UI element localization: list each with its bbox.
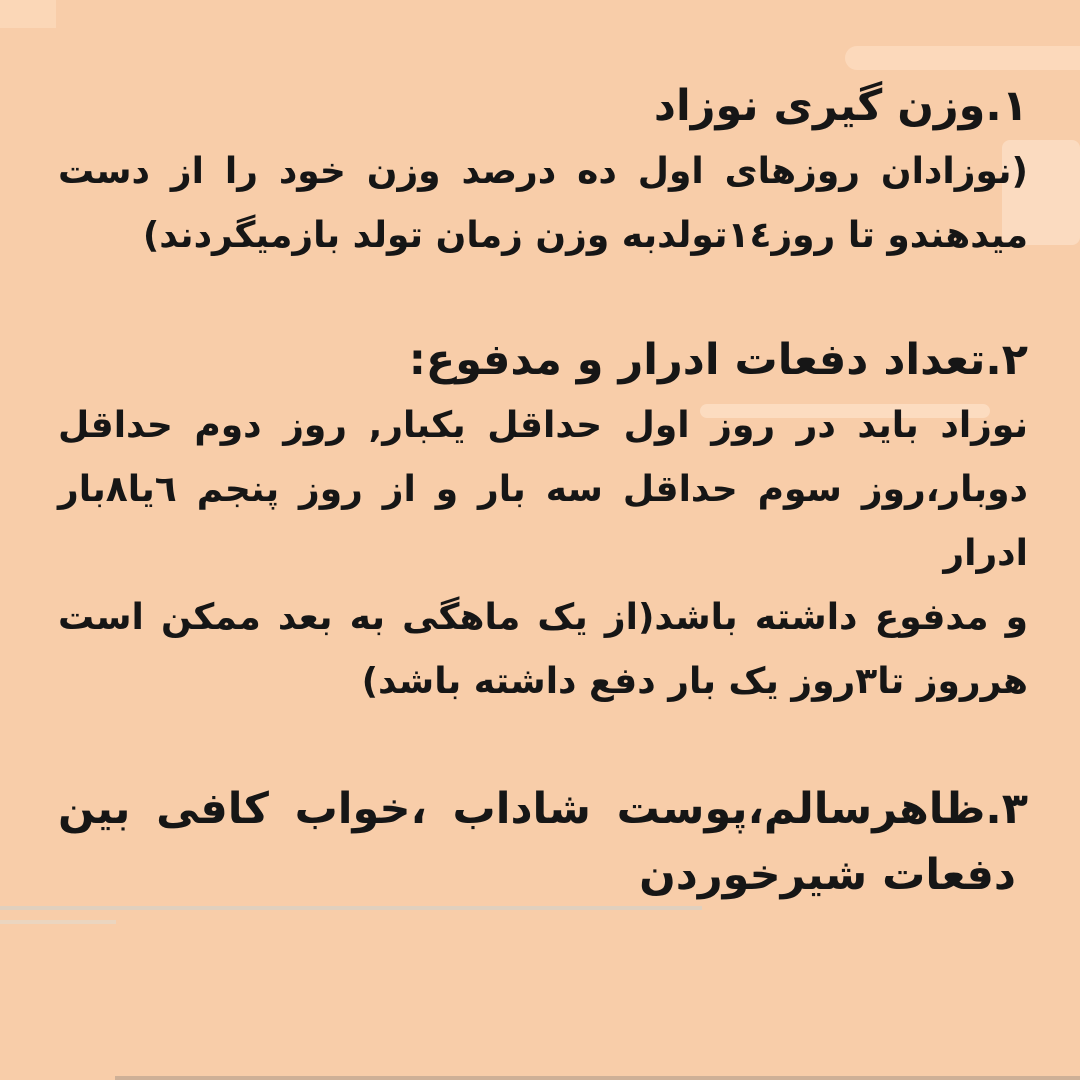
section-2-body-line: هرروز تا۳روز یک بار دفع داشته باشد) [361, 661, 1028, 702]
section-1-body-line: (نوزادان روزهای اول ده درصد وزن خود را از دست [58, 151, 1028, 192]
bottom-edge-line [115, 1076, 1080, 1080]
section-2-body-line: نوزاد باید در روز اول حداقل یکبار, روز دوم حداقل [58, 405, 1028, 446]
section-1-body-line: میدهندو تا روز۱٤تولدبه وزن زمان تولد بازمیگردند) [142, 215, 1028, 256]
section-1-title: ۱.وزن گیری نوزاد [653, 81, 1028, 131]
section-3-title-line: ۳.ظاهرسالم،پوست شاداب ،خواب کافی بین [58, 784, 1028, 834]
section-3-title-line: دفعات شیرخوردن [639, 850, 1016, 900]
section-2-title: ۲.تعداد دفعات ادرار و مدفوع: [408, 335, 1028, 385]
section-2-body-line: دوبار،روز سوم حداقل سه بار و از روز پنجم ٦یا٨بار ادرار [58, 469, 1028, 574]
section-2-body-line: و مدفوع داشته باشد(از یک ماهگی به بعد ممکن است [58, 597, 1028, 638]
faint-horizontal-rule-short [0, 920, 116, 924]
